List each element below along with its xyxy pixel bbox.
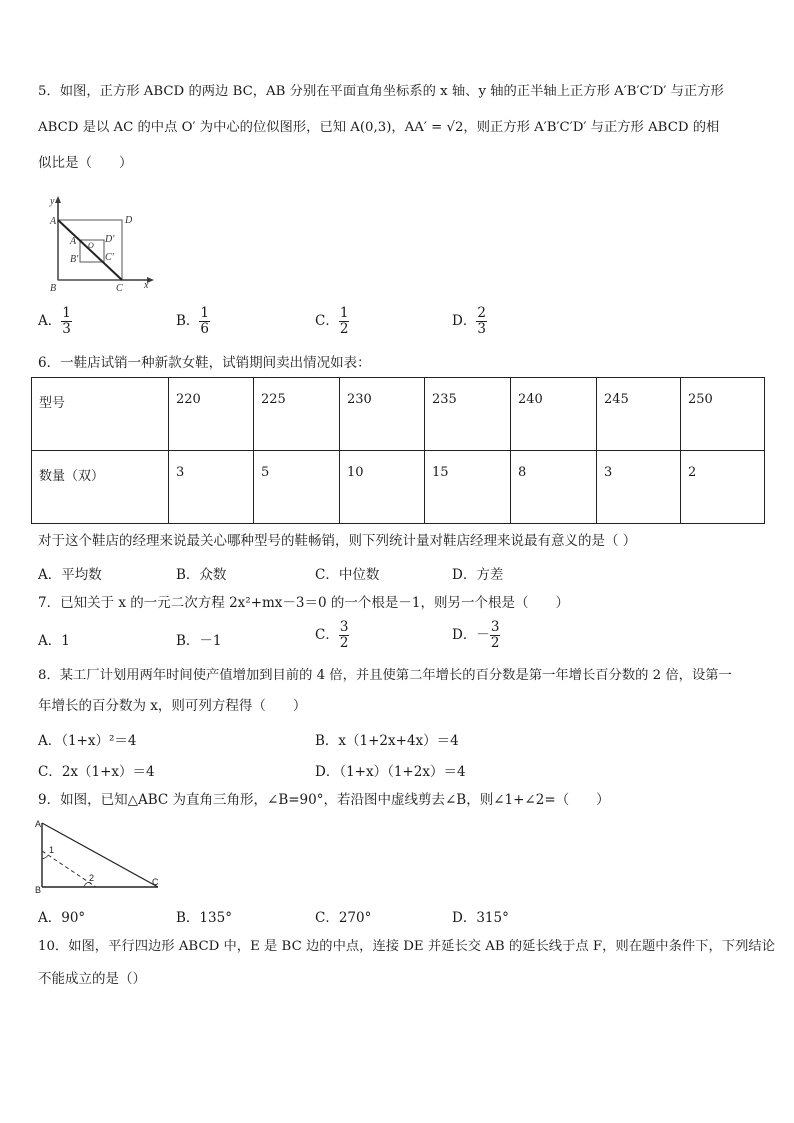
q10-stem-line2: 不能成立的是（）	[38, 971, 146, 987]
fig5-label-d-prime: D'	[105, 234, 115, 245]
q9-option-a[interactable]: A．90°	[38, 910, 86, 926]
q5-option-b[interactable]: B． $\frac{1}{6}$	[176, 305, 210, 337]
q5-stem-line3: 似比是（ ）	[38, 155, 133, 171]
q8-option-a[interactable]: A．（1+x）²＝4	[38, 733, 137, 749]
table-cell: 型号	[32, 378, 169, 451]
fig5-label-a-prime: A'	[70, 236, 79, 247]
q5-stem-line1: 5．如图，正方形 ABCD 的两边 BC，AB 分别在平面直角坐标系的 x 轴、y 轴的正半轴上正方形 A′B′C′D′ 与正方形	[38, 84, 724, 99]
q5-option-d[interactable]: D． $\frac{2}{3}$	[452, 305, 486, 337]
table-row	[32, 378, 765, 451]
table-cell: 235	[425, 378, 511, 451]
q5-option-a[interactable]: A． $\frac{1}{3}$	[38, 305, 71, 337]
table-cell: 230	[340, 378, 425, 451]
table-cell: 225	[254, 378, 340, 451]
q9-option-c[interactable]: C．270°	[315, 910, 372, 926]
fig9-label-2: 2	[89, 873, 95, 883]
fig9-label-c: C	[152, 877, 159, 887]
q5-figure	[44, 194, 156, 292]
q9-figure	[34, 815, 164, 895]
fig5-label-y: y	[50, 196, 55, 207]
fig9-label-1: 1	[49, 845, 55, 855]
q8-stem-line1: 8．某工厂计划用两年时间使产值增加到目前的 4 倍，并且使第二年增长的百分数是第一年增长百分数的 2 倍，设第一	[38, 668, 732, 683]
q7-option-d[interactable]: D．－ $\frac{3}{2}$	[452, 619, 500, 651]
fig5-label-a: A	[50, 216, 57, 227]
table-cell: 10	[340, 451, 425, 524]
q5-option-c[interactable]: C． $\frac{1}{2}$	[315, 305, 349, 337]
q6-option-a[interactable]: A．平均数	[38, 567, 102, 583]
table-cell: 220	[169, 378, 254, 451]
fig5-label-o: O	[88, 241, 94, 250]
fig5-label-c-prime: C'	[105, 252, 114, 263]
q7-option-a[interactable]: A．1	[38, 633, 70, 649]
q6-option-b[interactable]: B．众数	[176, 567, 227, 583]
fig9-label-b: B	[35, 885, 42, 895]
q6-stem: 6．一鞋店试销一种新款女鞋，试销期间卖出情况如表：	[38, 355, 371, 371]
sales-table	[31, 377, 765, 524]
q8-option-c[interactable]: C．2x（1+x）＝4	[38, 764, 155, 780]
table-cell: 3	[169, 451, 254, 524]
q8-option-b[interactable]: B．x（1+2x+4x）＝4	[315, 733, 459, 749]
fig5-label-d: D	[125, 215, 133, 226]
q6-question: 对于这个鞋店的经理来说最关心哪种型号的鞋畅销，则下列统计量对鞋店经理来说最有意义的是（ ）	[38, 533, 637, 549]
table-cell: 5	[254, 451, 340, 524]
q8-option-d[interactable]: D．（1+x）（1+2x）＝4	[315, 764, 466, 780]
fig5-label-b-prime: B'	[70, 254, 79, 265]
q7-stem: 7．已知关于 x 的一元二次方程 2x²+mx－3＝0 的一个根是－1，则另一个根是（ ）	[38, 595, 569, 611]
q9-stem: 9．如图，已知△ABC 为直角三角形，∠B=90°，若沿图中虚线剪去∠B，则∠1+∠2=（ ）	[38, 792, 610, 808]
table-cell: 250	[681, 378, 765, 451]
table-cell: 240	[511, 378, 597, 451]
q7-option-c[interactable]: C． $\frac{3}{2}$	[315, 619, 349, 651]
fig5-label-c: C	[116, 283, 123, 292]
q5-stem-line2: ABCD 是以 AC 的中点 O′ 为中心的位似图形，已知 A(0,3)，AA′ = √2，则正方形 A′B′C′D′ 与正方形 ABCD 的相	[38, 120, 720, 135]
table-cell: 3	[597, 451, 681, 524]
q8-stem-line2: 年增长的百分数为 x，则可列方程得（ ）	[38, 698, 307, 714]
q10-stem-line1: 10．如图，平行四边形 ABCD 中，E 是 BC 边的中点，连接 DE 并延长交 AB 的延长线于点 F，则在题中条件下，下列结论	[38, 939, 775, 954]
table-cell: 8	[511, 451, 597, 524]
table-cell: 2	[681, 451, 765, 524]
fig5-label-x: x	[144, 280, 149, 291]
q9-option-d[interactable]: D．315°	[452, 910, 509, 926]
fig5-label-b: B	[50, 283, 57, 292]
q6-option-c[interactable]: C．中位数	[315, 567, 380, 583]
q6-option-d[interactable]: D．方差	[452, 567, 504, 583]
q7-option-b[interactable]: B．－1	[176, 633, 222, 649]
table-cell: 245	[597, 378, 681, 451]
fig9-label-a: A	[35, 819, 42, 829]
q9-option-b[interactable]: B．135°	[176, 910, 232, 926]
table-row	[32, 451, 765, 524]
table-cell: 15	[425, 451, 511, 524]
table-cell: 数量（双）	[32, 451, 169, 524]
